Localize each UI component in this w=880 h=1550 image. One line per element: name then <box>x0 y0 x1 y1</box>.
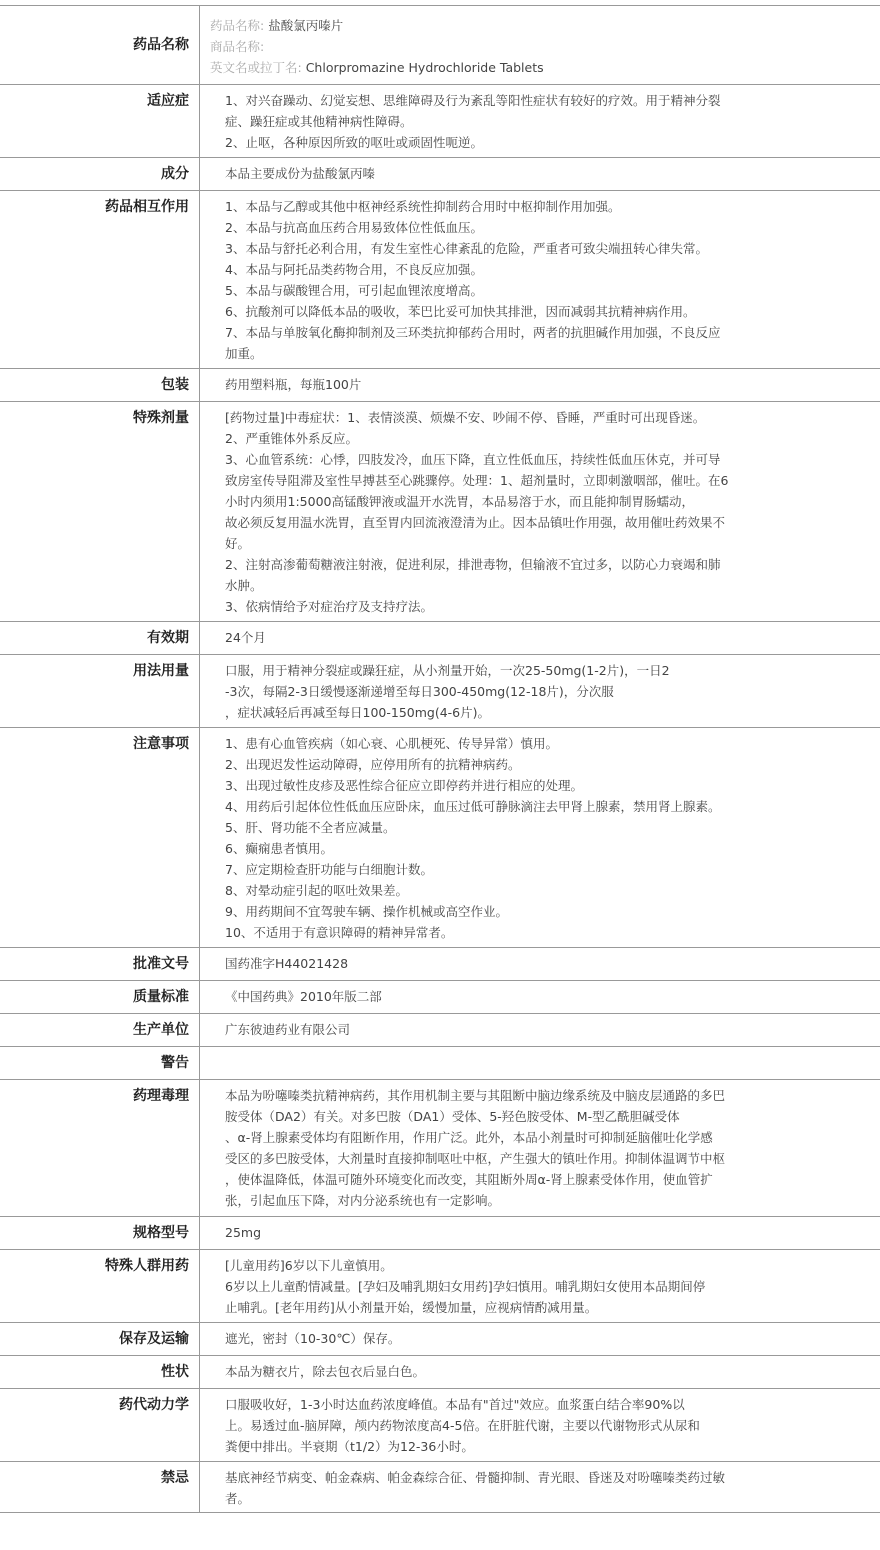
row-value <box>200 1389 880 1461</box>
row-label: 包装 <box>0 369 200 401</box>
row-text-line: 国药准字H44021428 <box>225 956 349 971</box>
row-drug-name <box>0 5 880 84</box>
info-row <box>0 980 880 1013</box>
drug-info-table <box>0 5 880 1513</box>
row-text-line: 致房室传导阻滞及室性早搏甚至心跳骤停。处理：1、超剂量时，立即刺激咽部，催吐。在6 <box>225 473 729 488</box>
row-label: 适应症 <box>0 85 200 157</box>
row-text-line: 药用塑料瓶，每瓶100片 <box>225 377 362 392</box>
row-text-line: 小时内须用1:5000高锰酸钾液或温开水洗胃，本品易溶于水，而且能抑制胃肠蠕动， <box>225 494 694 509</box>
info-row <box>0 1013 880 1046</box>
english-name-value: Chlorpromazine Hydrochloride Tablets <box>305 60 544 75</box>
row-value <box>200 1250 880 1322</box>
row-text-line: 症、躁狂症或其他精神病性障碍。 <box>225 114 413 129</box>
row-text-line: 5、本品与碳酸锂合用，可引起血锂浓度增高。 <box>225 283 483 298</box>
info-row <box>0 1249 880 1322</box>
row-text-line: 6岁以上儿童酌情减量。[孕妇及哺乳期妇女用药]孕妇慎用。哺乳期妇女使用本品期间停 <box>225 1279 706 1294</box>
row-text-line: [儿童用药]6岁以下儿童慎用。 <box>225 1258 393 1273</box>
row-value <box>200 655 880 727</box>
info-rows <box>0 84 880 1513</box>
row-value <box>200 1217 880 1249</box>
row-text-line: 8、对晕动症引起的呕吐效果差。 <box>225 883 408 898</box>
info-row <box>0 727 880 947</box>
row-label: 警告 <box>0 1047 200 1079</box>
row-text-line: 7、应定期检查肝功能与白细胞计数。 <box>225 862 433 877</box>
row-text-line: 6、癫痫患者慎用。 <box>225 841 333 856</box>
info-row <box>0 190 880 368</box>
row-text-line: 者。 <box>225 1491 251 1506</box>
info-row <box>0 1461 880 1513</box>
row-value <box>200 1047 880 1079</box>
row-text-line: 本品主要成份为盐酸氯丙嗪 <box>225 166 376 181</box>
row-text-line: 广东彼迪药业有限公司 <box>225 1022 351 1037</box>
row-value <box>200 1080 880 1216</box>
row-text-line: 好。 <box>225 536 251 551</box>
info-row <box>0 1322 880 1355</box>
row-text-line: 1、对兴奋躁动、幻觉妄想、思维障碍及行为紊乱等阳性症状有较好的疗效。用于精神分裂 <box>225 93 721 108</box>
info-row <box>0 401 880 621</box>
row-label: 成分 <box>0 158 200 190</box>
row-value <box>200 1323 880 1355</box>
row-value <box>200 1014 880 1046</box>
row-text-line: 6、抗酸剂可以降低本品的吸收，苯巴比妥可加快其排泄，因而减弱其抗精神病作用。 <box>225 304 696 319</box>
row-text-line: 9、用药期间不宜驾驶车辆、操作机械或高空作业。 <box>225 904 508 919</box>
row-text-line: 、α-肾上腺素受体均有阻断作用，作用广泛。此外，本品小剂量时可抑制延脑催吐化学感 <box>225 1130 713 1145</box>
info-row <box>0 368 880 401</box>
row-value <box>200 369 880 401</box>
row-text-line: 口服吸收好，1-3小时达血药浓度峰值。本品有"首过"效应。血浆蛋白结合率90%以 <box>225 1397 685 1412</box>
row-text-line: 2、止呕，各种原因所致的呕吐或顽固性呃逆。 <box>225 135 483 150</box>
row-label: 保存及运输 <box>0 1323 200 1355</box>
row-label: 药理毒理 <box>0 1080 200 1216</box>
row-text-line: 3、出现过敏性皮疹及恶性综合征应立即停药并进行相应的处理。 <box>225 778 583 793</box>
info-row <box>0 84 880 157</box>
row-label: 注意事项 <box>0 728 200 947</box>
row-value <box>200 158 880 190</box>
row-value <box>200 948 880 980</box>
row-text-line: 水肿。 <box>225 578 263 593</box>
row-text-line: 4、本品与阿托品类药物合用，不良反应加强。 <box>225 262 483 277</box>
generic-name-line <box>210 15 880 36</box>
row-label: 特殊剂量 <box>0 402 200 621</box>
row-label: 药品相互作用 <box>0 191 200 368</box>
info-row <box>0 1388 880 1461</box>
row-label: 禁忌 <box>0 1462 200 1512</box>
row-text-line: 2、注射高渗葡萄糖液注射液，促进利尿，排泄毒物，但输液不宜过多，以防心力衰竭和肺 <box>225 557 721 572</box>
row-value <box>200 6 880 84</box>
row-text-line: 基底神经节病变、帕金森病、帕金森综合征、骨髓抑制、青光眼、昏迷及对吩噻嗪类药过敏 <box>225 1470 726 1485</box>
row-value <box>200 191 880 368</box>
row-value <box>200 981 880 1013</box>
row-text-line: 2、严重锥体外系反应。 <box>225 431 358 446</box>
generic-name-label: 药品名称: <box>210 18 265 33</box>
row-text-line: 25mg <box>225 1225 262 1240</box>
trade-name-line <box>210 36 880 57</box>
row-text-line: 粪便中排出。半衰期（t1/2）为12-36小时。 <box>225 1439 474 1454</box>
info-row <box>0 1216 880 1249</box>
english-name-label: 英文名或拉丁名: <box>210 60 302 75</box>
row-label: 性状 <box>0 1356 200 1388</box>
row-text-line: 张，引起血压下降，对内分泌系统也有一定影响。 <box>225 1193 501 1208</box>
row-text-line: 加重。 <box>225 346 263 361</box>
row-text-line: 止哺乳。[老年用药]从小剂量开始，缓慢加量，应视病情酌减用量。 <box>225 1300 598 1315</box>
row-text-line: 3、依病情给予对症治疗及支持疗法。 <box>225 599 433 614</box>
info-row <box>0 1046 880 1079</box>
row-text-line: 本品为吩噻嗪类抗精神病药，其作用机制主要与其阻断中脑边缘系统及中脑皮层通路的多巴 <box>225 1088 726 1103</box>
row-text-line: 3、心血管系统：心悸，四肢发冷，血压下降，直立性低血压，持续性低血压休克，并可导 <box>225 452 721 467</box>
row-label: 有效期 <box>0 622 200 654</box>
row-text-line: 1、本品与乙醇或其他中枢神经系统性抑制药合用时中枢抑制作用加强。 <box>225 199 621 214</box>
row-label: 特殊人群用药 <box>0 1250 200 1322</box>
row-text-line: 遮光，密封（10-30℃）保存。 <box>225 1331 401 1346</box>
row-text-line: 受区的多巴胺受体，大剂量时直接抑制呕吐中枢，产生强大的镇吐作用。抑制体温调节中枢 <box>225 1151 726 1166</box>
info-row <box>0 654 880 727</box>
row-value <box>200 1356 880 1388</box>
row-text-line: 10、不适用于有意识障碍的精神异常者。 <box>225 925 454 940</box>
row-text-line: 1、患有心血管疾病（如心衰、心肌梗死、传导异常）慎用。 <box>225 736 558 751</box>
row-text-line: [药物过量]中毒症状：1、表情淡漠、烦燥不安、吵闹不停、昏睡，严重时可出现昏迷。 <box>225 410 706 425</box>
row-label: 批准文号 <box>0 948 200 980</box>
info-row <box>0 947 880 980</box>
row-text-line: 3、本品与舒托必利合用，有发生室性心律紊乱的危险，严重者可致尖端扭转心律失常。 <box>225 241 708 256</box>
row-text-line: 2、出现迟发性运动障碍，应停用所有的抗精神病药。 <box>225 757 521 772</box>
row-text-line: ，使体温降低，体温可随外环境变化而改变，其阻断外周α-肾上腺素受体作用，使血管扩 <box>225 1172 713 1187</box>
row-value <box>200 85 880 157</box>
row-text-line: ，症状减轻后再减至每日100-150mg(4-6片)。 <box>225 705 491 720</box>
row-text-line: 故必须反复用温水洗胃，直至胃内回流液澄清为止。因本品镇吐作用强，故用催吐药效果不 <box>225 515 726 530</box>
row-value <box>200 728 880 947</box>
row-label: 质量标准 <box>0 981 200 1013</box>
row-text-line: 24个月 <box>225 630 266 645</box>
english-name-line <box>210 57 880 78</box>
row-label: 规格型号 <box>0 1217 200 1249</box>
row-text-line: -3次，每隔2-3日缓慢逐渐递增至每日300-450mg(12-18片)，分次服 <box>225 684 614 699</box>
generic-name-value: 盐酸氯丙嗪片 <box>268 18 344 33</box>
row-text-line: 2、本品与抗高血压药合用易致体位性低血压。 <box>225 220 483 235</box>
row-text-line: 胺受体（DA2）有关。对多巴胺（DA1）受体、5-羟色胺受体、M-型乙酰胆碱受体 <box>225 1109 680 1124</box>
row-label: 药代动力学 <box>0 1389 200 1461</box>
row-text-line: 4、用药后引起体位性低血压应卧床，血压过低可静脉滴注去甲肾上腺素，禁用肾上腺素。 <box>225 799 721 814</box>
row-label: 药品名称 <box>0 6 200 84</box>
info-row <box>0 1355 880 1388</box>
trade-name-label: 商品名称: <box>210 39 265 54</box>
info-row <box>0 157 880 190</box>
info-row <box>0 621 880 654</box>
row-text-line: 5、肝、肾功能不全者应减量。 <box>225 820 396 835</box>
row-text-line: 7、本品与单胺氧化酶抑制剂及三环类抗抑郁药合用时，两者的抗胆碱作用加强，不良反应 <box>225 325 721 340</box>
row-value <box>200 622 880 654</box>
row-text-line: 《中国药典》2010年版二部 <box>225 989 382 1004</box>
row-value <box>200 402 880 621</box>
row-label: 用法用量 <box>0 655 200 727</box>
info-row <box>0 1079 880 1216</box>
row-value <box>200 1462 880 1512</box>
row-label: 生产单位 <box>0 1014 200 1046</box>
row-text-line: 上。易透过血-脑屏障，颅内药物浓度高4-5倍。在肝脏代谢，主要以代谢物形式从尿和 <box>225 1418 700 1433</box>
row-text-line: 本品为糖衣片，除去包衣后显白色。 <box>225 1364 426 1379</box>
row-text-line: 口服，用于精神分裂症或躁狂症，从小剂量开始，一次25-50mg(1-2片)，一日2 <box>225 663 670 678</box>
